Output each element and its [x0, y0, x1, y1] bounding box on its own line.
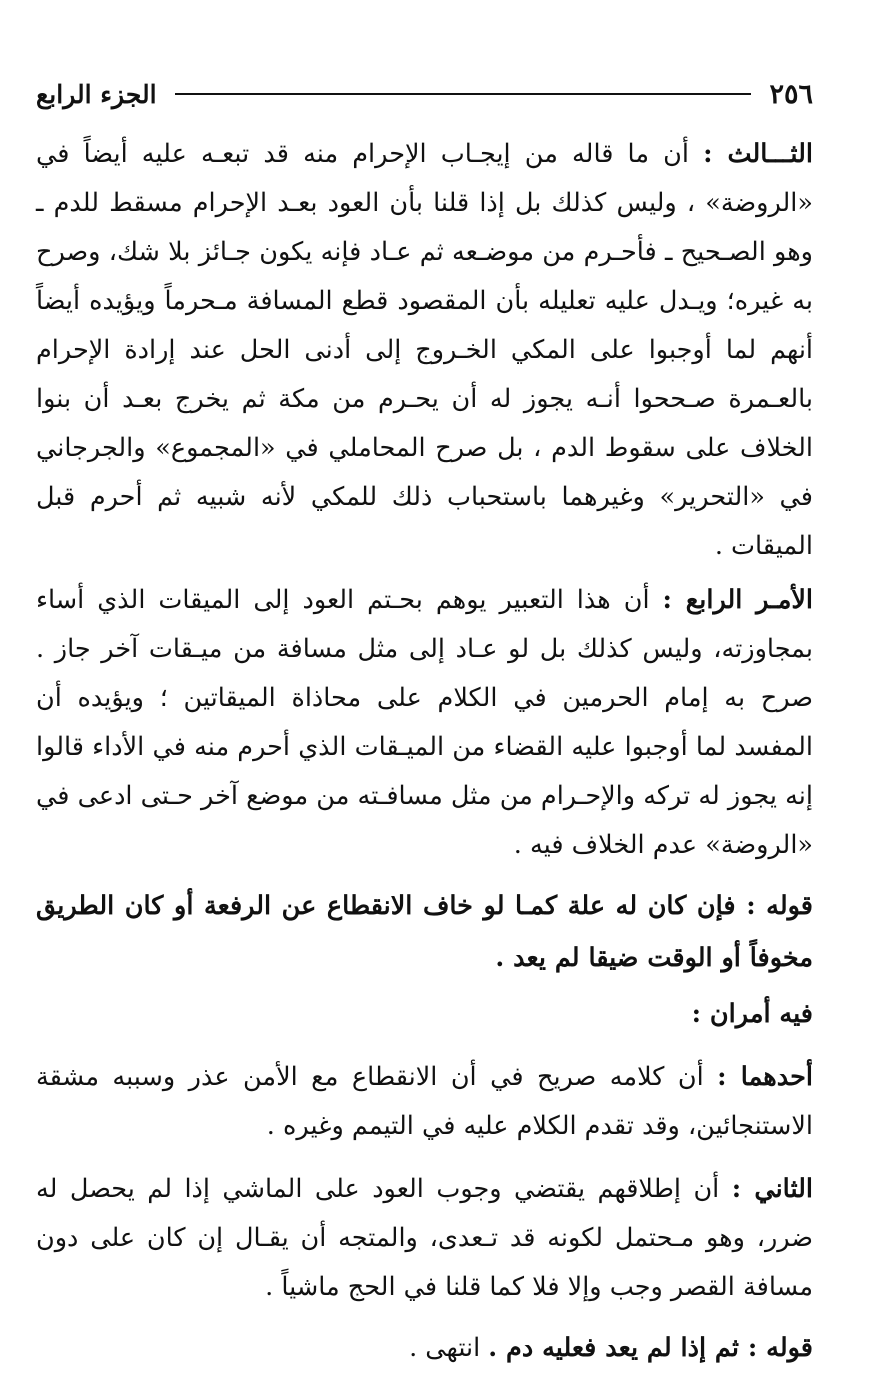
- paragraph-text: أن كلامه صريح في أن الانقطاع مع الأمن عذر وسببه مشقة الاستنجائين، وقد تقدم الكلام عليه في التيمم وغيره .: [36, 1062, 813, 1141]
- section-heading: [36, 990, 813, 1039]
- page-header: [36, 72, 813, 116]
- paragraph-lead: الثـــالث :: [703, 139, 813, 169]
- paragraph-first-of-two: [36, 1053, 813, 1151]
- quote-lead: قوله :: [746, 891, 813, 921]
- paragraph-lead: أحدهما :: [717, 1062, 813, 1092]
- page-number: ٢٥٦: [769, 78, 813, 110]
- paragraph-lead: الثاني :: [731, 1174, 813, 1204]
- paragraph-third: [36, 130, 813, 571]
- paragraph-fourth-matter: [36, 576, 813, 870]
- running-title: الجزء الرابع: [36, 79, 157, 109]
- section-heading-text: فيه أمران :: [691, 999, 813, 1029]
- paragraph-lead: الأمـر الرابع :: [662, 585, 813, 615]
- quote-tail: انتهى .: [409, 1333, 489, 1363]
- quoted-statement-2: [36, 1322, 813, 1374]
- paragraph-text: أن هذا التعبير يوهم بحـتم العود إلى الميقات الذي أساء بمجاوزته، وليس كذلك بل لو عـاد إلى مثل مسافة من ميـقات آخر جاز . صرح به إمام الحرمين في الكلام على محاذاة الميقاتين ؛ ويؤيده أن المفسد لما أوجبوا عليه القضاء من الميـقات الذي أحرم منه في الأداء قالوا إنه يجوز له تركه والإحـرام من مثل مسافـته من موضع آخر حـتى ادعى في «الروضة» عدم الخلاف فيه .: [36, 585, 813, 860]
- header-rule: [175, 93, 752, 95]
- quote-text: ثم إذا لم يعد فعليه دم .: [488, 1333, 748, 1363]
- paragraph-text: أن إطلاقهم يقتضي وجوب العود على الماشي إذا لم يحصل له ضرر، وهو مـحتمل لكونه قد تـعدى، والمتجه أن يقـال إن كان على دون مسافة القصر وجب وإلا فلا كما قلنا في الحج ماشياً .: [36, 1174, 813, 1302]
- quote-lead: قوله :: [747, 1333, 813, 1363]
- paragraph-second-of-two: [36, 1165, 813, 1312]
- quote-text: فإن كان له علة كمـا لو خاف الانقطاع عن الرفعة أو كان الطريق مخوفاً أو الوقت ضيقا لم يعد .: [36, 891, 813, 973]
- paragraph-text: أن ما قاله من إيجـاب الإحرام منه قد تبعـه عليه أيضاً في «الروضة» ، وليس كذلك بل إذا قلنا بأن العود بعـد الإحرام مسقط للدم ـ وهو الصـحيح ـ فأحـرم من موضـعه ثم عـاد فإنه يكون جـائز بلا شك، وصرح به غيره؛ ويـدل عليه تعليله بأن المقصود قطع المسافة مـحرماً ويؤيده أيضاً أنهم لما أوجبوا على المكي الخـروج إلى أدنى الحل عند إرادة الإحرام بالعـمرة صـححوا أنـه يجوز له أن يحـرم من مكة ثم يخرج بعـد أن بنوا الخلاف على سقوط الدم ، بل صرح المحاملي في «المجموع» والجرجاني في «التحرير» وغيرهما باستحباب ذلك للمكي لأنه شبيه ثم أحرم قبل الميقات .: [36, 139, 813, 561]
- quoted-statement-1: [36, 880, 813, 984]
